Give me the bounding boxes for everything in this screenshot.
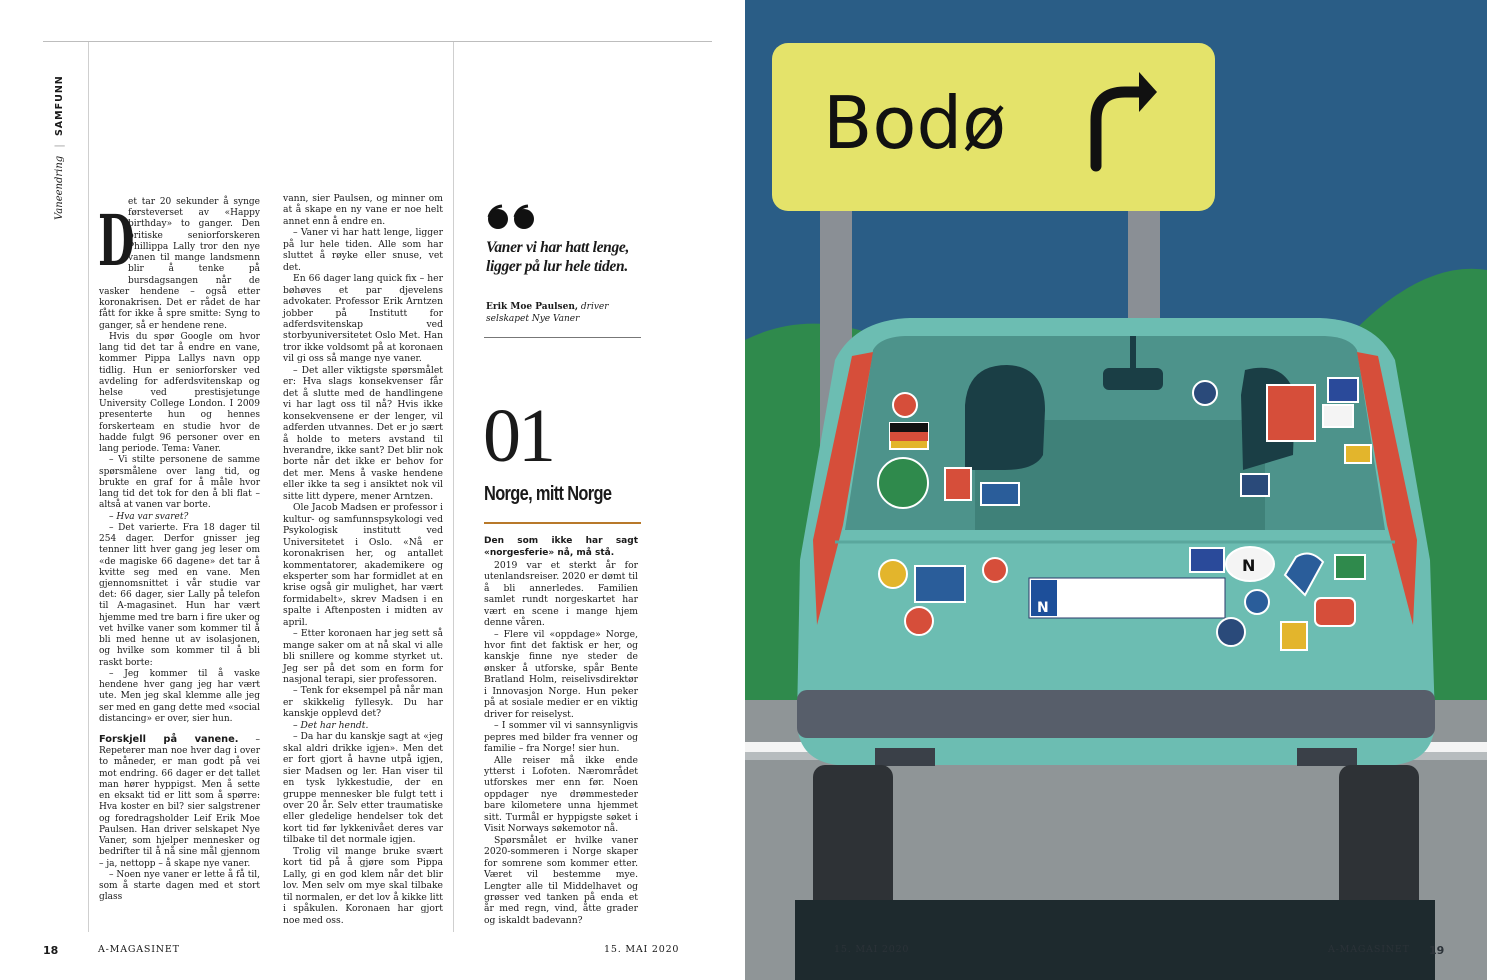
sticker-eu	[1190, 548, 1224, 572]
paragraph-text: – Vaner vi har hatt lenge, ligger på lur hele tiden. Alle som har sluttet å røyke eller snuse, vet det.	[283, 227, 443, 273]
article-paragraph	[283, 720, 443, 731]
article-column-2	[283, 193, 443, 926]
sidebar-paragraph: – I sommer vil vi sannsynligvis pepres med bilder fra venner og familie – fra Norge! sier hun.	[484, 720, 638, 755]
article-paragraph	[283, 193, 443, 227]
driver-head	[965, 365, 1045, 470]
section-label: Vaneendring | SAMFUNN	[54, 75, 65, 220]
sticker-russia	[893, 393, 917, 417]
paragraph-text: et tar 20 sekunder å synge førsteverset av «Happy birthday» to ganger. Den britiske seniorforskeren Phillippa Lally tror den nye vanen til mange landsmenn blir å tenke på bursdagsangen når de vasker hendene – også etter koronakrisen. Det er rådet de har fått for ikke å spre smitte: Syng to ganger, så er hendene rene.	[99, 197, 260, 331]
sticker-czech	[1323, 405, 1353, 427]
sidebar-paragraph: – Flere vil «oppdage» Norge, hvor fint det faktisk er her, og kanskje finne nye steder de ønsker å utforske, spår Bente Bratland Holm, reiselivsdirektør i Innovasjon Norge. Hun peker på at sosiale medier er en viktig driver for reiselyst.	[484, 628, 638, 720]
paragraph-text: – Etter koronaen har jeg sett så mange saker om at nå skal vi alle bli snillere og komme styrket ut. Jeg ser på det som en form for nasjonal terapi, sier professoren.	[283, 628, 443, 686]
article-paragraph	[283, 731, 443, 846]
left-footer-date: 15. MAI 2020	[604, 944, 680, 955]
sticker-uk	[1217, 618, 1245, 646]
article-paragraph	[283, 227, 443, 273]
pull-quote-rule	[484, 337, 641, 338]
article-paragraph	[99, 512, 260, 523]
rear-bumper	[797, 690, 1435, 738]
article-paragraph	[283, 502, 443, 628]
column-rule	[88, 42, 89, 932]
sticker-clover	[878, 458, 928, 508]
sticker-brazil	[1335, 555, 1365, 579]
article-paragraph	[99, 523, 260, 669]
tire-right	[1339, 765, 1419, 915]
article-paragraph	[283, 846, 443, 926]
right-footer-page: 19	[1429, 944, 1445, 957]
svg-text:N: N	[1037, 600, 1049, 616]
article-paragraph	[99, 669, 260, 725]
paragraph-text: – Vi stilte personene de samme spørsmålene over lang tid, og brukte en graf for å måle hvor lang tid det tok for den å bli flat – altså at vanen var borte.	[99, 455, 260, 511]
sticker-dots	[1315, 598, 1355, 626]
sidebar-paragraph: Alle reiser må ikke ende ytterst i Lofoten. Nærområdet utforskes mer enn før. Noen oppdager nye drømmesteder bare kilometere unna hjemmet sitt. Turmål er hyppigste søket i Visit Norways søkemotor nå.	[484, 754, 638, 835]
sticker-amsterdam	[1267, 385, 1315, 441]
paragraph-text: Trolig vil mange bruke svært kort tid på å gjøre som Pippa Lally, gi en god klem når det blir lov. Men selv om mye skal tilbake til normalen, er det lov å kikke litt i spåkulen. Koronaen har gjort noe med oss.	[283, 845, 443, 926]
sign-text: Bodø	[823, 81, 1007, 165]
paragraph-text: vann, sier Paulsen, og minner om at å skape en ny vane er noe helt annet enn å endre en.	[283, 193, 443, 227]
subheading: Forskjell på vanene.	[99, 734, 239, 746]
sticker-romania	[879, 560, 907, 588]
sidebar-title: Norge, mitt Norge	[484, 483, 612, 505]
top-rule	[43, 41, 712, 42]
article-paragraph	[283, 365, 443, 502]
paragraph-text: – Repeterer man noe hver dag i over to måneder, er man godt på vei mot endring. 66 dager er det tallet man hører hyppigst. Men å sette en eksakt tid er litt som å spørre: Hva koster en bil? sier salgstrener og foredragsholder Leif Erik Moe Paulsen. Han driver selskapet Nye Vaner, som hjelper mennesker og bedrifter til å nå sine mål gjennom – ja, nettopp – å skape nye vaner.	[99, 735, 260, 869]
sticker-sweden	[1193, 381, 1217, 405]
tire-left	[813, 765, 893, 915]
sticker-austria	[945, 468, 971, 500]
rear-view-mirror	[1103, 368, 1163, 390]
paragraph-text: En 66 dager lang quick fix – her bøhøves et par djevelens advokater. Professor Erik Arntzen jobber på Institutt for adferdsvitenskap ved storbyuniversitetet Oslo Met. Han tror ikke voldsomt på at koronaen vil gi oss så mange nye vaner.	[283, 273, 443, 365]
sidebar-paragraph: Spørsmålet er hvilke vaner 2020-sommeren i Norge skaper for somrene som kommer etter. Været vil bestemme mye. Lengter alle til Middelhavet og grøsser ved tanken på enda et år med regn, vind, åtte grader og iskaldt badevann?	[484, 834, 638, 926]
left-footer-page: 18	[43, 944, 59, 957]
sticker-beer	[1281, 622, 1307, 650]
sticker-underground	[983, 558, 1007, 582]
sticker-scotland	[915, 566, 965, 602]
paragraph-text: Ole Jacob Madsen er professor i kultur- og samfunnspsykologi ved Psykologisk institutt ved Universitetet i Oslo. «Nå er koronakrisen her, og antallet kommentatorer, akademikere og eksperter som har formidlet at en krise også gir mulighet, har vært formidabelt», skrev Madsen i en spalte i Aftenposten i midten av april.	[283, 502, 443, 628]
article-paragraph	[99, 734, 260, 870]
paragraph-text: – Det har hendt.	[293, 719, 369, 731]
section-name: SAMFUNN	[54, 75, 65, 137]
sidebar-number: 01	[483, 394, 553, 478]
paragraph-text: – Det aller viktigste spørsmålet er: Hva slags konsekvenser får det å slutte med de handlingene vi har lagt oss til nå? Hvis ikke konsekvensene er der lenger, vil adferden utvannes. Det er jo sært å holde to meters avstand til hverandre, ikke sant? Det blir nok borte når det ikke er behov for det mer. Mens å vaske hendene eller ikke ta seg i ansiktet nok vil sitte litt dypere, mener Arntzen.	[283, 364, 443, 502]
sticker-iceland	[1241, 474, 1269, 496]
car-illustration	[745, 0, 1487, 980]
paragraph-text: – Jeg kommer til å vaske hendene hver gang jeg har vært ute. Men jeg skal klemme alle jeg ser med en gang dette med «social distancing» er over, sier hun.	[99, 668, 260, 724]
quote-marks-icon	[486, 203, 538, 233]
sidebar-lead: Den som ikke har sagt «norgesferie» nå, må stå.	[484, 536, 638, 558]
paragraph-text: – Hva var svaret?	[109, 511, 189, 522]
sticker-greece	[981, 483, 1019, 505]
pull-quote-role: driver selskapet Nye Vaner	[486, 302, 609, 324]
article-paragraph	[99, 455, 260, 511]
drop-cap: D	[98, 199, 134, 282]
article-paragraph	[283, 685, 443, 719]
pull-quote-name: Erik Moe Paulsen,	[486, 302, 579, 312]
pull-quote-attribution	[486, 302, 636, 325]
sticker-finland	[1245, 590, 1269, 614]
sticker-sweden-flag	[1328, 378, 1358, 402]
article-paragraph	[283, 273, 443, 365]
sticker-spain	[1345, 445, 1371, 463]
svg-text:N: N	[1242, 556, 1256, 575]
right-page-illustration	[745, 0, 1487, 980]
sidebar-paragraph: 2019 var et sterkt år for utenlandsreiser. 2020 er dømt til å bli annerledes. Familien samlet rundt norgeskartet har vært en scene i mange hjem denne våren.	[484, 559, 638, 629]
article-paragraph	[99, 197, 260, 332]
article-paragraph	[283, 628, 443, 685]
right-footer-magazine: A-MAGASINET	[1328, 944, 1410, 955]
article-paragraph	[99, 870, 260, 904]
sticker-switzerland	[905, 607, 933, 635]
sidebar-rule	[484, 522, 641, 524]
sidebar-text	[484, 536, 638, 926]
paragraph-text: Hvis du spør Google om hvor lang tid det tar å endre en vane, kommer Pippa Lallys navn opp tidlig. Hun er seniorforsker ved avdeling for adferdsvitenskap og helse ved prestisjetunge University College London. I 2009 presenterte hun og hennes forskerteam en studie hvor de hadde fulgt 96 personer over en lang periode. Tema: Vaner.	[99, 331, 260, 455]
left-footer-magazine: A-MAGASINET	[98, 944, 180, 955]
article-column-1	[99, 197, 260, 904]
column-rule	[453, 42, 454, 932]
article-paragraph	[99, 332, 260, 456]
paragraph-text: – Da har du kanskje sagt at «jeg skal aldri drikke igjen». Men det er fort gjort å havne utpå igjen, sier Madsen og ler. Han viser til en tysk lykkestudie, der en gruppe mennesker ble fulgt tett i over 20 år. Selv etter traumatiske eller gledelige hendelser tok det kort tid før lykkenivået deres var tilbake til det normale igjen.	[283, 731, 443, 846]
paragraph-text: – Tenk for eksempel på når man er skikkelig fyllesyk. Du har kanskje opplevd det?	[283, 685, 443, 720]
license-plate	[1029, 578, 1225, 618]
paragraph-text: – Det varierte. Fra 18 dager til 254 dager. Derfor gnisser jeg tenner litt hver gang jeg leser om «de magiske 66 dagene» det tar å kvitte seg med en vane. Men gjennomsnittet i vår studie var det: 66 dager, sier Lally på telefon til A-magasinet. Hun har vært hjemme med tre barn i fire uker og vet hvilke vaner som kommer til å bli med henne ut av isolasjonen, og hvilke som kommer til å bli raskt borte:	[99, 522, 260, 668]
pull-quote: Vaner vi har hatt lenge, ligger på lur hele tiden.	[486, 239, 630, 275]
paragraph-text: – Noen nye vaner er lette å få til, som å starte dagen med et stort glass	[99, 869, 260, 903]
subsection-label: Vaneendring	[54, 155, 65, 220]
right-footer-date: 15. MAI 2020	[834, 944, 910, 955]
